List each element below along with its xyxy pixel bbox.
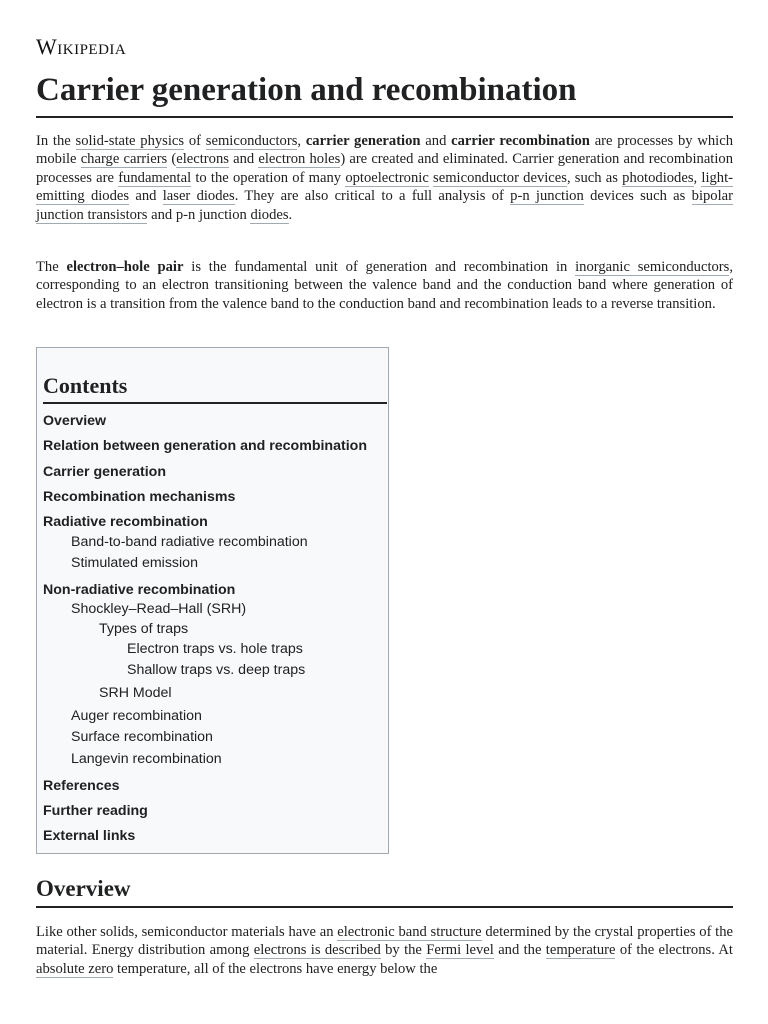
- page-title: Carrier generation and recombination: [36, 68, 733, 118]
- toc-item-surface[interactable]: Surface recombination: [71, 729, 213, 745]
- link-temperature[interactable]: temperature: [545, 942, 616, 959]
- toc-item-srh[interactable]: Shockley–Read–Hall (SRH): [71, 601, 247, 617]
- link-bipolar-junction-transistors[interactable]: bipolar junction transistors: [36, 188, 733, 223]
- table-of-contents: [36, 347, 389, 854]
- toc-item-shallow-vs-deep-traps[interactable]: Shallow traps vs. deep traps: [127, 662, 306, 678]
- link-diodes[interactable]: diodes: [250, 206, 289, 223]
- intro-paragraph-1: In the solid-state physics of semiconductors, carrier generation and carrier recombination are processes by which mobile charge carriers (electrons and electron holes) are created and eliminated. Carrier generation and recombination processes are fundamental to the operation of many optoelectronic semiconductor devices, such as photodiodes, light-emitting diodes and laser diodes. They are also critical to a full analysis of p-n junction devices such as bipolar junction transistors and p-n junction diodes.: [36, 133, 734, 223]
- toc-item-langevin[interactable]: Langevin recombination: [71, 751, 222, 767]
- intro-paragraph-2: The electron–hole pair is the fundamental unit of generation and recombination in inorganic semiconductors, corresponding to an electron transitioning between the valence band and the conduction band where generation of electron is a transition from the valence band to the conduction band and recombination leads to a reverse transition.: [36, 259, 734, 312]
- link-optoelectronic[interactable]: optoelectronic: [345, 169, 429, 186]
- toc-item-auger[interactable]: Auger recombination: [71, 708, 202, 724]
- link-absolute-zero[interactable]: absolute zero: [36, 960, 114, 977]
- toc-item-references[interactable]: References: [43, 778, 120, 794]
- link-solid-state-physics[interactable]: solid-state physics: [75, 133, 185, 149]
- link-p-n-junction[interactable]: p-n junction: [510, 188, 584, 205]
- toc-item-types-of-traps[interactable]: Types of traps: [99, 621, 189, 637]
- toc-title: Contents: [43, 372, 387, 404]
- link-electron-holes[interactable]: electron holes: [258, 151, 341, 168]
- link-laser-diodes[interactable]: laser diodes: [162, 188, 235, 205]
- toc-item-non-radiative[interactable]: Non-radiative recombination: [43, 582, 236, 598]
- toc-item-further-reading[interactable]: Further reading: [43, 803, 148, 819]
- bold-carrier-generation: carrier generation: [305, 133, 421, 149]
- wikipedia-wordmark[interactable]: Wikipedia: [36, 34, 127, 59]
- bold-carrier-recombination: carrier recombination: [451, 133, 590, 149]
- toc-item-radiative-recombination[interactable]: Radiative recombination: [43, 514, 208, 530]
- link-electrons[interactable]: electrons: [176, 151, 229, 168]
- link-inorganic-semiconductors[interactable]: inorganic semiconductors: [575, 259, 730, 275]
- toc-item-carrier-generation[interactable]: Carrier generation: [43, 464, 166, 480]
- link-electronic-band-structure[interactable]: electronic band structure: [337, 924, 482, 940]
- link-photodiodes[interactable]: photodiodes: [622, 169, 694, 186]
- link-fundamental[interactable]: fundamental: [118, 169, 192, 186]
- toc-item-relation[interactable]: Relation between generation and recombination: [43, 438, 367, 454]
- toc-item-external-links[interactable]: External links: [43, 828, 136, 844]
- toc-item-stimulated-emission[interactable]: Stimulated emission: [71, 555, 198, 571]
- toc-item-band-to-band[interactable]: Band-to-band radiative recombination: [71, 534, 308, 550]
- toc-item-recombination-mechanisms[interactable]: Recombination mechanisms: [43, 489, 236, 505]
- link-charge-carriers[interactable]: charge carriers: [80, 151, 168, 168]
- link-semiconductor-devices[interactable]: semiconductor devices: [433, 169, 567, 186]
- section-heading-overview: Overview: [36, 874, 733, 908]
- link-fermi-level[interactable]: Fermi level: [426, 942, 494, 959]
- toc-item-srh-model[interactable]: SRH Model: [99, 685, 172, 701]
- toc-item-overview[interactable]: Overview: [43, 413, 107, 429]
- link-electrons-is-described[interactable]: electrons is described: [253, 942, 381, 959]
- link-semiconductors[interactable]: semiconductors: [205, 133, 298, 149]
- link-light-emitting-diodes[interactable]: light-emitting diodes: [36, 169, 734, 205]
- bold-electron-hole-pair: electron–hole pair: [66, 259, 184, 275]
- overview-paragraph-1: Like other solids, semiconductor materials have an electronic band structure determined by the crystal properties of the material. Energy distribution among electrons is described by the Fermi level and the temperature of the electrons. At absolute zero temperature, all of the electrons have energy below the: [36, 924, 733, 977]
- toc-item-electron-vs-hole-traps[interactable]: Electron traps vs. hole traps: [127, 641, 303, 657]
